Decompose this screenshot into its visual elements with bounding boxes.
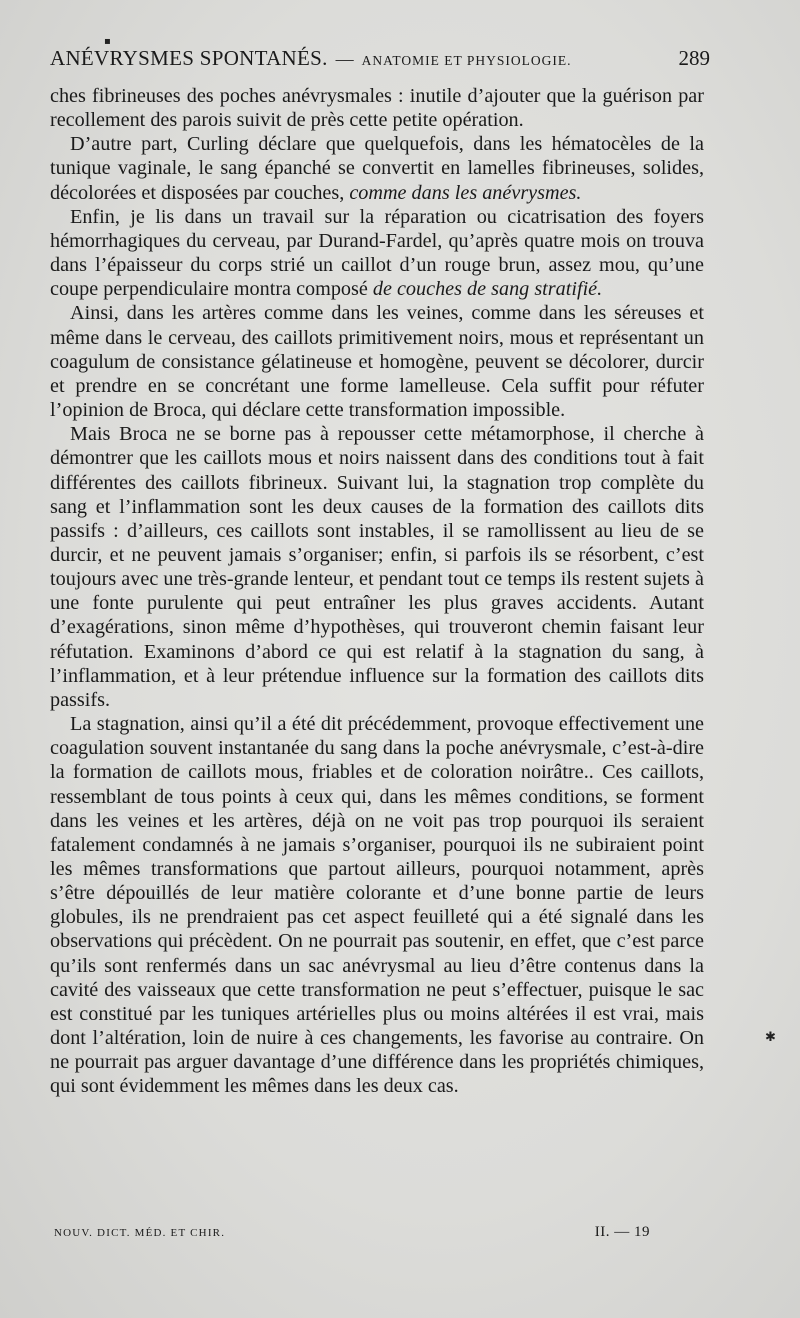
margin-mark: ✱ (765, 1030, 776, 1045)
paragraph-1: ches fibrineuses des poches anévrysmales : inutile d’ajouter que la guérison par recollement des parois suivit de près cette petite opération. (50, 85, 704, 132)
paragraph-5: Mais Broca ne se borne pas à repousser cette métamorphose, il cherche à démontrer que les caillots mous et noirs naissent dans des conditions tout à fait différentes des caillots fibrineux. Suivant lui, la stagnation trop complète du sang et l’inflammation sont les deux causes de la formation des caillots dits passifs : d’ailleurs, ces caillots sont instables, il se ramollissent au lieu de se durcir, et ne peuvent jamais s’organiser; enfin, si parfois ils se résorbent, c’est toujours avec une très-grande lenteur, et pendant tout ce temps ils restent sujets à une fonte purulente qui peut entraîner les plus graves accidents. Autant d’exagérations, sinon même d’hypothèses, qui trouveront chemin faisant leur réfutation. Examinons d’abord ce qui est relatif à la stagnation du sang, à l’inflammation, et à leur prétendue influence sur la formation des caillots dits passifs. (50, 423, 704, 711)
running-title: ANÉVRYSMES SPONTANÉS. (50, 46, 328, 70)
paragraph-4: Ainsi, dans les artères comme dans les veines, comme dans les séreuses et même dans le cerveau, des caillots primitivement noirs, mous et représentant un coagulum de consistance gélatineuse et homogène, peuvent se décolorer, durcir et prendre en se concrétant une forme lamelleuse. Cela suffit pour réfuter l’opinion de Broca, qui déclare cette transformation impossible. (50, 302, 704, 422)
italic-phrase: comme dans les anévrysmes. (349, 181, 582, 204)
sheet-number: II. — 19 (594, 1224, 650, 1240)
body-text (50, 84, 704, 1099)
signature-line: NOUV. DICT. MÉD. ET CHIR. (54, 1227, 226, 1239)
running-header (50, 46, 710, 76)
paragraph-3: Enfin, je lis dans un travail sur la réparation ou cicatrisation des foyers hémorrhagiques du cerveau, par Durand-Fardel, qu’après quatre mois on trouva dans l’épaisseur du corps strié un caillot d’un rouge brun, assez mou, qu’une coupe perpendiculaire montra composé de couches de sang stratifié. (50, 205, 704, 301)
page-footer (50, 1224, 650, 1241)
paragraph-6: La stagnation, ainsi qu’il a été dit précédemment, provoque effectivement une coagulation souvent instantanée du sang dans la poche anévrysmale, c’est-à-dire la formation de caillots mous, friables et de coloration noirâtre.. Ces caillots, ressemblant de tous points à ceux qui, dans les mêmes conditions, se forment dans les veines et les artères, déjà on ne voit pas trop pourquoi ils seraient fatalement condamnés à ne jamais s’organiser, pourquoi ils ne subiraient point les mêmes transformations que partout ailleurs, pourquoi notamment, après s’être dépouillés de leur matière colorante et d’une bonne partie de leurs globules, ils ne prendraient pas cet aspect feuilleté qui a été signalé dans les observations qui précèdent. On ne pourrait pas soutenir, en effet, que c’est parce qu’ils sont renfermés dans un sac anévrysmal au lieu d’être contenus dans la cavité des vaisseaux que cette transformation ne peut s’effectuer, puisque le sac est constitué par les tuniques artérielles plus ou moins altérées il est vrai, mais dont l’altération, loin de nuire à ces changements, les favorise au contraire. On ne pourrait pas arguer davantage d’une différence dans les propriétés chimiques, qui sont évidemment les mêmes dans les deux cas. (50, 713, 704, 1098)
paragraph-2: D’autre part, Curling déclare que quelquefois, dans les hématocèles de la tunique vaginale, le sang épanché se convertit en lamelles fibrineuses, solides, décolorées et disposées par couches, comme dans les anévrysmes. (50, 133, 704, 204)
top-margin-mark: ▪ (104, 36, 111, 47)
page-number: 289 (678, 46, 710, 70)
running-subtitle: ANATOMIE ET PHYSIOLOGIE. (361, 53, 572, 68)
header-dash: — (335, 49, 354, 69)
italic-phrase: de couches de sang stratifié. (372, 278, 603, 301)
